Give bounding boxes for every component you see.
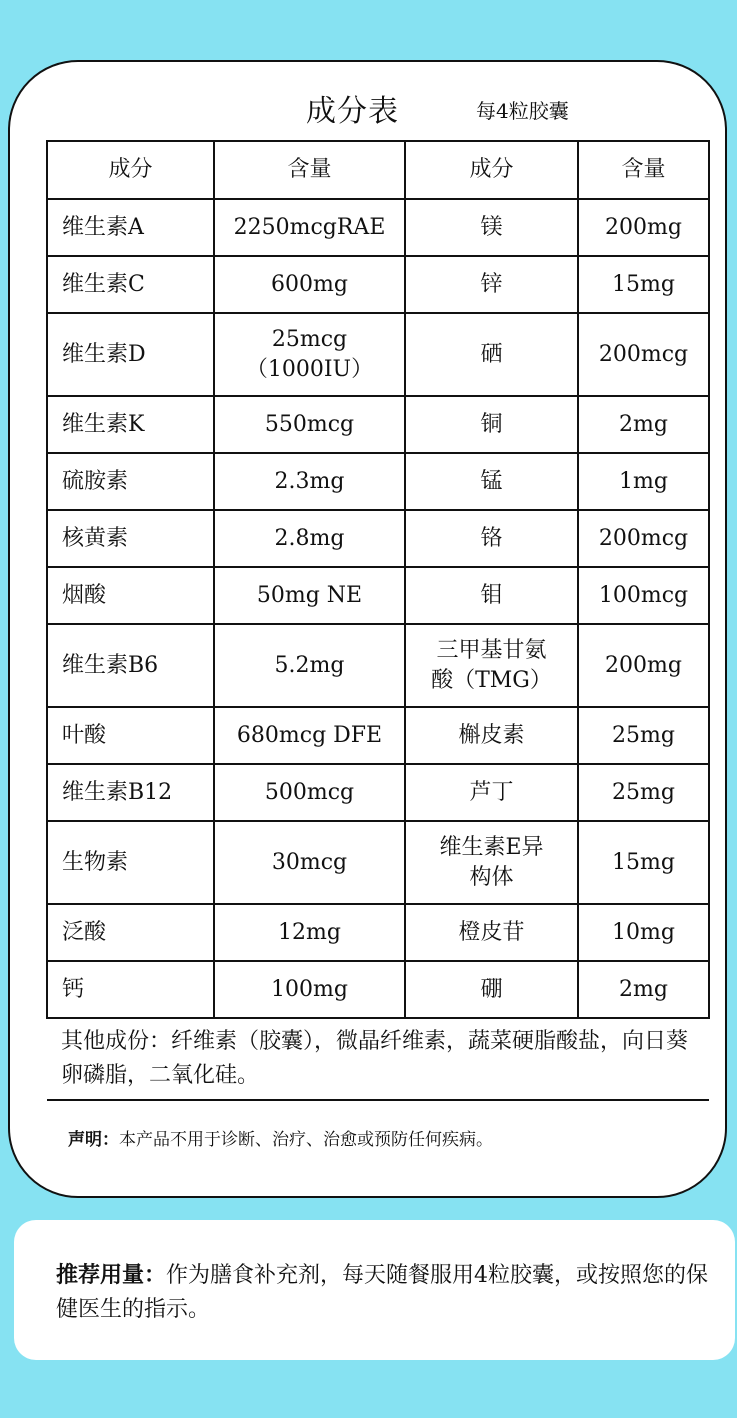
ingredient-name: 铜 [405,396,578,453]
ingredient-name: 核黄素 [47,510,214,567]
ingredient-name: 钼 [405,567,578,624]
ingredient-amount: 12mg [214,904,405,961]
other-ingredients-row [47,1018,709,1100]
table-row [47,961,709,1018]
table-row [47,453,709,510]
ingredient-name: 叶酸 [47,707,214,764]
column-header-amount: 含量 [578,141,709,199]
ingredient-name: 槲皮素 [405,707,578,764]
ingredient-amount: 1mg [578,453,709,510]
table-row [47,764,709,821]
table-row [47,707,709,764]
table-row [47,256,709,313]
ingredient-name: 维生素A [47,199,214,256]
ingredient-amount: 500mcg [214,764,405,821]
table-row [47,396,709,453]
disclaimer [68,1126,493,1154]
ingredient-amount: 5.2mg [214,624,405,707]
table-header-row [47,141,709,199]
ingredient-name: 硒 [405,313,578,396]
column-header-ingredient: 成分 [47,141,214,199]
ingredient-amount: 25mg [578,764,709,821]
column-header-ingredient: 成分 [405,141,578,199]
ingredient-name: 镁 [405,199,578,256]
ingredient-name: 铬 [405,510,578,567]
ingredient-name: 烟酸 [47,567,214,624]
ingredient-amount: 550mcg [214,396,405,453]
ingredient-name: 维生素E异 构体 [405,821,578,904]
ingredient-name: 三甲基甘氨 酸（TMG） [405,624,578,707]
disclaimer-text: 本产品不用于诊断、治疗、治愈或预防任何疾病。 [119,1130,493,1150]
table-row [47,904,709,961]
ingredient-amount: 200mcg [578,313,709,396]
ingredient-amount: 2250mcgRAE [214,199,405,256]
ingredient-name: 硫胺素 [47,453,214,510]
other-ingredients-text: 其他成份：纤维素（胶囊），微晶纤维素，蔬菜硬脂酸盐，向日葵卵磷脂，二氧化硅。 [47,1018,709,1100]
ingredient-amount: 2mg [578,396,709,453]
ingredient-name: 维生素B12 [47,764,214,821]
ingredient-amount: 25mg [578,707,709,764]
ingredient-amount: 2mg [578,961,709,1018]
column-header-amount: 含量 [214,141,405,199]
ingredient-amount: 15mg [578,821,709,904]
table-row [47,510,709,567]
ingredient-name: 锌 [405,256,578,313]
table-body [47,199,709,1018]
ingredient-name: 芦丁 [405,764,578,821]
page-title: 成分表 [306,94,399,129]
table-row [47,313,709,396]
ingredient-name: 生物素 [47,821,214,904]
ingredient-amount: 30mcg [214,821,405,904]
ingredient-amount: 680mcg DFE [214,707,405,764]
ingredient-amount: 2.3mg [214,453,405,510]
ingredient-name: 硼 [405,961,578,1018]
usage-card [14,1220,735,1360]
disclaimer-label: 声明： [68,1130,119,1150]
ingredient-name: 维生素B6 [47,624,214,707]
ingredient-name: 锰 [405,453,578,510]
ingredient-amount: 10mg [578,904,709,961]
serving-size: 每4粒胶囊 [476,99,569,123]
table-row [47,567,709,624]
usage-text: 作为膳食补充剂，每天随餐服用4粒胶囊，或按照您的保健医生的指示。 [56,1263,709,1322]
ingredient-amount: 600mg [214,256,405,313]
ingredient-name: 维生素K [47,396,214,453]
table-row [47,624,709,707]
ingredient-name: 泛酸 [47,904,214,961]
ingredient-amount: 25mcg （1000IU） [214,313,405,396]
ingredient-amount: 100mg [214,961,405,1018]
ingredient-amount: 50mg NE [214,567,405,624]
table-row [47,821,709,904]
ingredients-table [46,140,710,1101]
ingredient-amount: 200mg [578,624,709,707]
usage-label: 推荐用量： [56,1262,167,1288]
ingredient-name: 橙皮苷 [405,904,578,961]
ingredient-amount: 15mg [578,256,709,313]
ingredient-name: 维生素D [47,313,214,396]
ingredient-amount: 200mg [578,199,709,256]
table-row [47,199,709,256]
ingredient-amount: 100mcg [578,567,709,624]
ingredient-amount: 200mcg [578,510,709,567]
ingredient-name: 钙 [47,961,214,1018]
ingredient-name: 维生素C [47,256,214,313]
ingredient-amount: 2.8mg [214,510,405,567]
